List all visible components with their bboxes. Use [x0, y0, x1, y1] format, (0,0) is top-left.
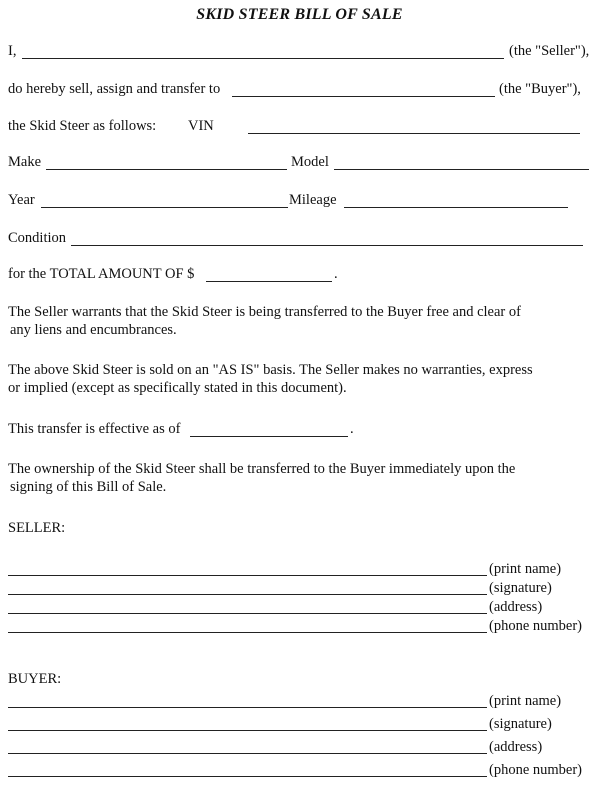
buyer-heading: BUYER:: [8, 671, 62, 687]
ownership-line-2: signing of this Bill of Sale.: [10, 479, 167, 495]
buyer-signature-label: (signature): [489, 716, 552, 732]
warranty-line-1: The Seller warrants that the Skid Steer is being transferred to the Buyer free and clear of: [8, 304, 521, 320]
seller-signature-field[interactable]: [8, 594, 487, 595]
warranty-line-2: any liens and encumbrances.: [10, 322, 177, 338]
make-label: Make: [8, 154, 42, 170]
ownership-line-1: The ownership of the Skid Steer shall be transferred to the Buyer immediately upon the: [8, 461, 516, 477]
amount-field[interactable]: [206, 281, 332, 282]
make-field[interactable]: [46, 169, 287, 170]
effective-period: .: [350, 421, 354, 437]
buyer-address-label: (address): [489, 739, 543, 755]
seller-address-label: (address): [489, 599, 543, 615]
mileage-label: Mileage: [289, 192, 337, 208]
seller-print-name-label: (print name): [489, 561, 562, 577]
amount-period: .: [334, 266, 338, 282]
buyer-phone-field[interactable]: [8, 776, 487, 777]
effective-label: This transfer is effective as of: [8, 421, 181, 437]
effective-date-field[interactable]: [190, 436, 348, 437]
buyer-signature-field[interactable]: [8, 730, 487, 731]
model-label: Model: [291, 154, 329, 170]
warranty-paragraph: [8, 303, 521, 339]
seller-phone-label: (phone number): [489, 618, 583, 634]
seller-address-field[interactable]: [8, 613, 487, 614]
buyer-row-suffix: (the "Buyer"),: [499, 81, 581, 97]
model-field[interactable]: [334, 169, 589, 170]
condition-field[interactable]: [71, 245, 583, 246]
buyer-print-name-label: (print name): [489, 693, 562, 709]
document-title: SKID STEER BILL OF SALE: [196, 6, 403, 23]
mileage-field[interactable]: [344, 207, 568, 208]
condition-label: Condition: [8, 230, 67, 246]
seller-print-name-field[interactable]: [8, 575, 487, 576]
seller-phone-field[interactable]: [8, 632, 487, 633]
vin-label: VIN: [188, 118, 214, 134]
ownership-paragraph: [8, 460, 515, 496]
amount-label: for the TOTAL AMOUNT OF $: [8, 266, 195, 282]
seller-signature-label: (signature): [489, 580, 552, 596]
seller-heading: SELLER:: [8, 520, 66, 536]
buyer-name-field[interactable]: [232, 96, 495, 97]
as-is-line-1: The above Skid Steer is sold on an "AS IS" basis. The Seller makes no warranties, express: [8, 362, 533, 378]
vin-field[interactable]: [248, 133, 580, 134]
vin-row-prefix: the Skid Steer as follows:: [8, 118, 157, 134]
as-is-paragraph: [8, 361, 533, 397]
buyer-address-field[interactable]: [8, 753, 487, 754]
year-field[interactable]: [41, 207, 288, 208]
buyer-row-prefix: do hereby sell, assign and transfer to: [8, 81, 221, 97]
seller-row-prefix: I,: [8, 43, 17, 59]
buyer-print-name-field[interactable]: [8, 707, 487, 708]
seller-name-field[interactable]: [22, 58, 504, 59]
year-label: Year: [8, 192, 35, 208]
seller-row-suffix: (the "Seller"),: [509, 43, 590, 59]
buyer-phone-label: (phone number): [489, 762, 583, 778]
as-is-line-2: or implied (except as specifically stated in this document).: [8, 380, 347, 396]
